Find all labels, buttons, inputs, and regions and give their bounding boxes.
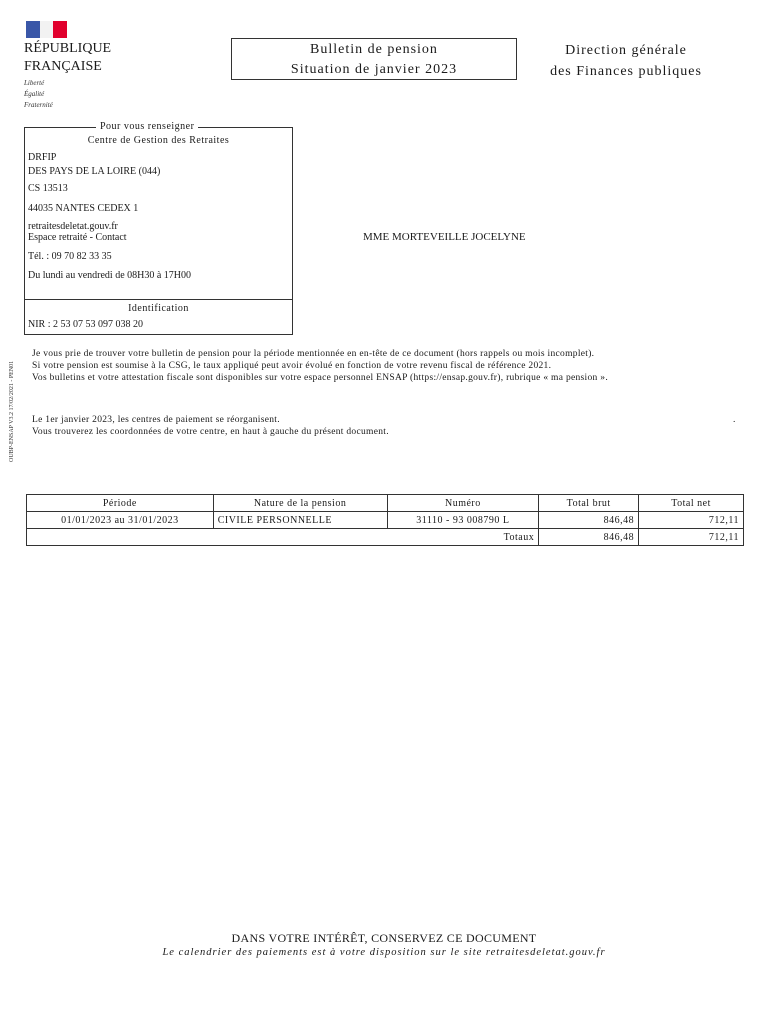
cell-nature: CIVILE PERSONNELLE <box>213 512 387 529</box>
intro-line-2: Si votre pension est soumise à la CSG, le taux appliqué peut avoir évolué en fonction de votre revenu fiscal de référence 2021. <box>32 361 552 371</box>
republic-line-2: FRANÇAISE <box>24 59 102 74</box>
notice-line-2: Vous trouverez les coordonnées de votre centre, en haut à gauche du présent document. <box>32 427 389 437</box>
cell-periode: 01/01/2023 au 31/01/2023 <box>27 512 214 529</box>
document-period: Situation de janvier 2023 <box>290 62 458 77</box>
republic-line-1: RÉPUBLIQUE <box>24 41 112 56</box>
header-total-brut: Total brut <box>539 495 639 512</box>
republic-motto <box>24 78 53 111</box>
totals-row <box>27 529 744 546</box>
contact-space: Espace retraité - Contact <box>28 232 127 243</box>
footer-calendar-note: Le calendrier des paiements est à votre disposition sur le site retraitesdeletat.gouv.fr <box>162 947 606 958</box>
cell-net: 712,11 <box>639 512 744 529</box>
identification-title: Identification <box>128 303 189 314</box>
recipient-name: MME MORTEVEILLE JOCELYNE <box>363 231 526 243</box>
postal-box: CS 13513 <box>28 183 68 194</box>
intro-line-1: Je vous prie de trouver votre bulletin de pension pour la période mentionnée en en-tête de ce document (hors rappels ou mois incomplet). <box>32 349 595 359</box>
trailing-dot: . <box>733 415 736 425</box>
document-title: Bulletin de pension <box>310 42 438 57</box>
cell-brut: 846,48 <box>539 512 639 529</box>
table-header-row <box>27 495 744 512</box>
french-flag-logo <box>26 21 67 38</box>
intro-paragraph <box>32 348 736 384</box>
motto-fraternite: Fraternité <box>24 101 53 109</box>
notice-line-1: Le 1er janvier 2023, les centres de paiement se réorganisent. <box>32 415 280 425</box>
nir-number: NIR : 2 53 07 53 097 038 20 <box>28 319 143 330</box>
header-periode: Période <box>27 495 214 512</box>
motto-egalite: Égalité <box>24 90 45 98</box>
header-nature: Nature de la pension <box>213 495 387 512</box>
header-total-net: Total net <box>639 495 744 512</box>
intro-line-3: Vos bulletins et votre attestation fiscale sont disponibles sur votre espace personnel ENSAP (https://ensap.gouv.fr), rubrique « ma pension ». <box>32 373 608 383</box>
totals-label: Totaux <box>27 529 539 546</box>
centre-name: Centre de Gestion des Retraites <box>87 135 230 146</box>
org-name: DRFIP <box>28 152 57 163</box>
contact-info-legend: Pour vous renseigner <box>96 121 198 132</box>
document-reference-side: OUBP-ENSAP V3.2 17/02/2021 - PEN01 <box>9 360 15 462</box>
issuer-line-2: des Finances publiques <box>550 64 702 79</box>
pension-table <box>26 494 744 546</box>
website-link[interactable]: retraitesdeletat.gouv.fr <box>28 221 118 232</box>
postal-city: 44035 NANTES CEDEX 1 <box>28 203 139 214</box>
cell-numero: 31110 - 93 008790 L <box>387 512 539 529</box>
issuer-line-1: Direction générale <box>565 43 687 58</box>
footer-notice: DANS VOTRE INTÉRÊT, CONSERVEZ CE DOCUMENT <box>231 931 537 945</box>
phone-number: Tél. : 09 70 82 33 35 <box>28 251 112 262</box>
notice-paragraph <box>32 414 736 438</box>
org-region: DES PAYS DE LA LOIRE (044) <box>28 166 161 177</box>
table-row <box>27 512 744 529</box>
header-numero: Numéro <box>387 495 539 512</box>
issuer-name <box>522 40 730 82</box>
totals-brut: 846,48 <box>539 529 639 546</box>
republic-name <box>24 40 111 76</box>
opening-hours: Du lundi au vendredi de 08H30 à 17H00 <box>28 270 192 281</box>
motto-liberte: Liberté <box>24 79 45 87</box>
totals-net: 712,11 <box>639 529 744 546</box>
document-title-box <box>231 38 517 80</box>
